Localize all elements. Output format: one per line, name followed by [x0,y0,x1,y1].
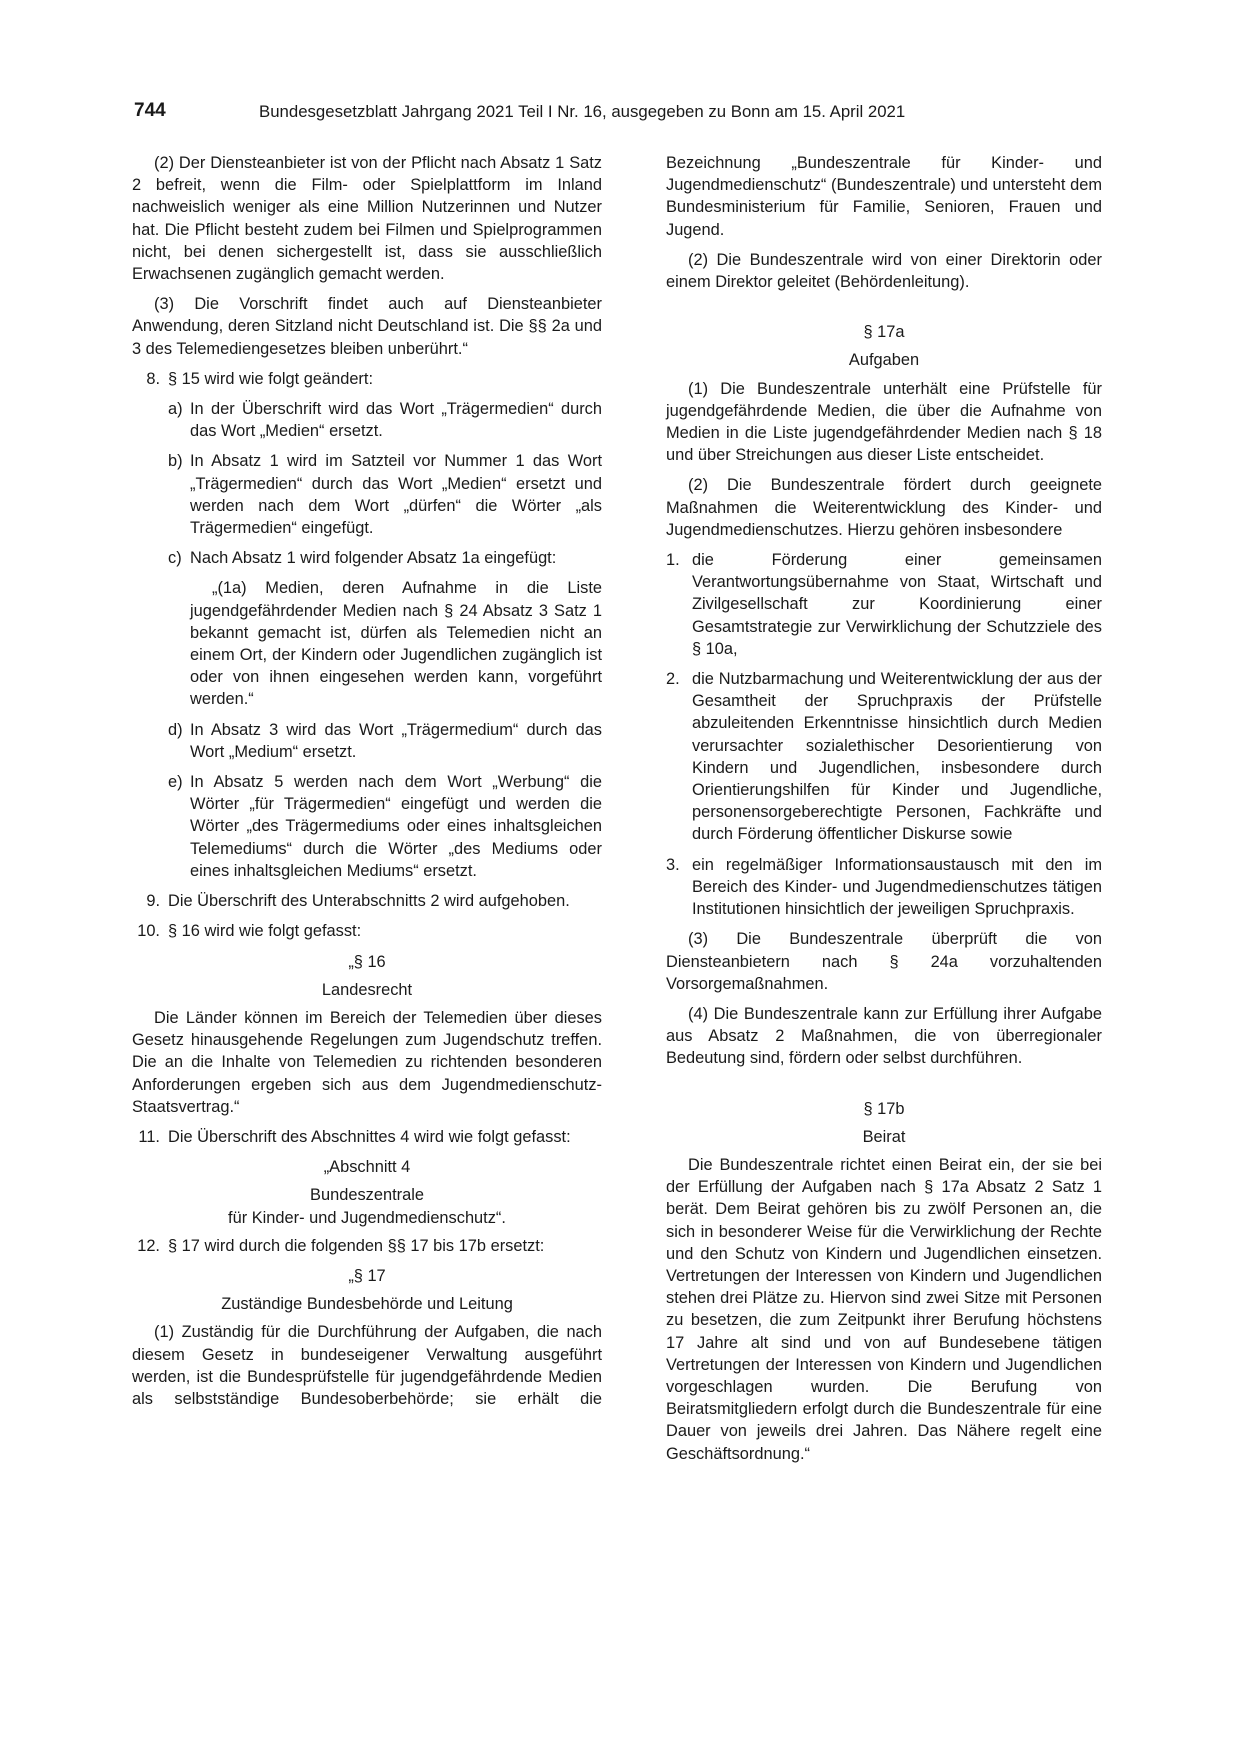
section-17a-paragraph-3: (3) Die Bundeszentrale überprüft die von Diensteanbietern nach § 24a vorzuhaltenden Vorsorgemaßnahmen. [666,930,1102,993]
list-item [666,854,1102,921]
sub-item-e [132,771,602,882]
section-17-paragraph-1-continued: Bezeichnung „Bundeszentrale für Kinder- und Jugendmedienschutz“ (Bundeszentrale) und untersteht dem Bundesministerium für Familie, Senioren, Frauen und Jugend. [666,154,1102,239]
paragraph-2: (2) Der Diensteanbieter ist von der Pflicht nach Absatz 1 Satz 2 befreit, wenn die Film- oder Spielplattform im Inland nachweislich weniger als eine Million Nutzerinnen und Nutzer hat. Die Pflicht besteht zudem bei Filmen und Spielprogrammen nicht, bei denen sichergestellt ist, dass sie ausschließlich Erwachsenen zugänglich gemacht werden. [132,154,602,284]
list-item-10 [132,920,602,942]
section-17a-paragraph-4: (4) Die Bundeszentrale kann zur Erfüllung ihrer Aufgabe aus Absatz 2 Maßnahmen, die von überregionaler Bedeutung sind, fördern oder selbst durchführen. [666,1004,1102,1068]
quoted-paragraph-1a: „(1a) Medien, deren Aufnahme in die Liste jugendgefährdender Medien nach § 24 Absatz 3 Satz 1 bekannt gemacht ist, dürfen als Telemedien nicht an einem Ort, der Kindern oder Jugendlichen zugänglich ist oder von ihnen eingesehen werden kann, vorgeführt werden.“ [190,579,602,709]
section-17a-paragraph-1: (1) Die Bundeszentrale unterhält eine Prüfstelle für jugendgefährdende Medien, die über die Aufnahme von Medien in die Liste jugendgefährdender Medien nach § 18 und über Streichungen aus dieser Liste entscheidet. [666,379,1102,465]
section-17a-title: Aufgaben [848,351,920,370]
list-item-12 [132,1235,602,1257]
item-text: Die Überschrift des Abschnittes 4 wird wie folgt gefasst: [168,1127,571,1146]
abschnitt-4-heading: „Abschnitt 4 [323,1158,411,1177]
item-number: 12. [137,1236,160,1255]
gazette-title: Bundesgesetzblatt Jahrgang 2021 Teil I Nr. 16, ausgegeben zu Bonn am 15. April 2021 [259,102,906,121]
section-17-paragraph-2: (2) Die Bundeszentrale wird von einer Direktorin oder einem Direktor geleitet (Behördenleitung). [666,250,1102,292]
sub-item-text: In Absatz 1 wird im Satzteil vor Nummer 1 das Wort „Trägermedien“ durch das Wort „Medien“ ersetzt und werden nach dem Wort „dürfen“ die Wörter „als Trägermedien“ eingefügt. [190,452,602,538]
sub-item-a [132,398,602,442]
sub-item-text: Nach Absatz 1 wird folgender Absatz 1a eingefügt: [190,549,557,568]
item-text: Die Überschrift des Unterabschnitts 2 wird aufgehoben. [168,892,570,911]
item-number: 9. [146,892,160,911]
list-item [666,668,1102,846]
list-item-9 [132,890,602,912]
sub-item-letter: e) [168,773,183,792]
page-header [134,100,974,124]
page-number: 744 [134,100,166,121]
list-item [666,549,1102,660]
list-text: die Förderung einer gemeinsamen Verantwortungsübernahme von Staat, Wirtschaft und Zivilgesellschaft zur Koordinierung einer Gesamtstrategie zur Verwirklichung der Schutzziele des § 10a, [692,551,1102,658]
section-17-heading: „§ 17 [348,1266,386,1285]
abschnitt-4-title-line-2: für Kinder- und Jugendmedienschutz“. [228,1208,506,1227]
list-item-11 [132,1126,602,1148]
section-17a-paragraph-2: (2) Die Bundeszentrale fördert durch geeignete Maßnahmen die Weiterentwicklung des Kinder- und Jugendmedienschutzes. Hierzu gehören insbesondere [666,476,1102,539]
section-16-heading: „§ 16 [348,952,386,971]
paragraph-3: (3) Die Vorschrift findet auch auf Diensteanbieter Anwendung, deren Sitzland nicht Deutschland ist. Die §§ 2a und 3 des Telemediengesetzes bleiben unberührt.“ [132,295,602,358]
item-number: 10. [137,922,160,941]
sub-item-b [132,450,602,539]
right-column [666,152,1102,1473]
list-number: 1. [666,551,680,570]
abschnitt-4-title-line-1: Bundeszentrale [310,1186,424,1205]
section-17a-heading: § 17a [863,323,905,342]
list-text: ein regelmäßiger Informationsaustausch mit den im Bereich des Kinder- und Jugendmedienschutzes tätigen Institutionen hinsichtlich der jeweiligen Spruchpraxis. [692,855,1102,919]
section-17-paragraph-1: (1) Zuständig für die Durchführung der Aufgaben, die nach diesem Gesetz in bundeseigener Verwaltung ausgeführt werden, ist die Bundesprüfstelle für jugendgefährdende Medien als selbstständige Bundesoberbehörde; sie erhält die [132,1323,602,1408]
sub-item-text: In Absatz 3 wird das Wort „Trägermedium“ durch das Wort „Medium“ ersetzt. [190,720,602,761]
item-number: 8. [146,369,160,388]
item-text: § 17 wird durch die folgenden §§ 17 bis 17b ersetzt: [168,1236,545,1255]
sub-item-text: In Absatz 5 werden nach dem Wort „Werbung“ die Wörter „für Trägermedien“ eingefügt und werden die Wörter „des Trägermediums oder eines inhaltsgleichen Telemediums“ durch die Wörter „des Mediums oder eines inhaltsgleichen Mediums“ ersetzt. [190,773,602,880]
sub-item-letter: a) [168,400,183,419]
section-17b-text: Die Bundeszentrale richtet einen Beirat ein, der sie bei der Erfüllung der Aufgaben nach § 17a Absatz 2 Satz 1 berät. Dem Beirat gehören bis zu zwölf Personen an, die sich in besonderer Weise für die Verwirklichung der Rechte und den Schutz von Kindern und Jugendlichen einsetzen. Vertretungen der Interessen von Kindern und Jugendlichen stehen drei Plätze zu. Hiervon sind zwei Sitze mit Personen zu besetzen, die zum Zeitpunkt ihrer Berufung höchstens 17 Jahre alt sind und von auf Bundesebene tätigen Vertretungen der Interessen von Kindern und Jugendlichen vorgeschlagen wurden. Die Berufung von Beiratsmitgliedern erfolgt durch die Bundeszentrale für eine Dauer von jeweils drei Jahren. Das Nähere regelt eine Geschäftsordnung.“ [666,1155,1102,1463]
section-17b-title: Beirat [862,1127,906,1146]
item-text: § 15 wird wie folgt geändert: [168,369,374,388]
section-16-text: Die Länder können im Bereich der Telemedien über dieses Gesetz hinausgehende Regelungen zum Jugendschutz treffen. Die an die Inhalte von Telemedien zu richtenden besonderen Anforderungen ergeben sich aus dem Jugendmedienschutz-Staatsvertrag.“ [132,1008,602,1116]
section-17-title: Zuständige Bundesbehörde und Leitung [221,1295,513,1314]
left-column [132,152,602,1418]
sub-item-letter: d) [168,720,183,739]
item-number: 11. [138,1127,160,1146]
sub-item-c [132,547,602,569]
sub-item-letter: b) [168,452,183,471]
list-number: 3. [666,855,680,874]
list-text: die Nutzbarmachung und Weiterentwicklung der aus der Gesamtheit der Spruchpraxis der Prüfstelle abzuleitenden Erkenntnisse hinsichtlich durch Medien verursachter sozialethischer Desorientierung von Kindern und Jugendlichen, insbesondere durch Orientierungshilfen für Kinder und Jugendliche, personensorgeberechtigte Personen, Fachkräfte und durch Förderung öffentlicher Diskurse sowie [692,670,1102,844]
item-text: § 16 wird wie folgt gefasst: [168,922,362,941]
section-17b-heading: § 17b [863,1099,905,1118]
sub-item-d [132,719,602,763]
list-item-8 [132,368,602,390]
sub-item-text: In der Überschrift wird das Wort „Trägermedien“ durch das Wort „Medien“ ersetzt. [190,400,602,441]
sub-item-letter: c) [168,549,182,568]
section-16-title: Landesrecht [321,980,413,999]
list-number: 2. [666,670,680,689]
